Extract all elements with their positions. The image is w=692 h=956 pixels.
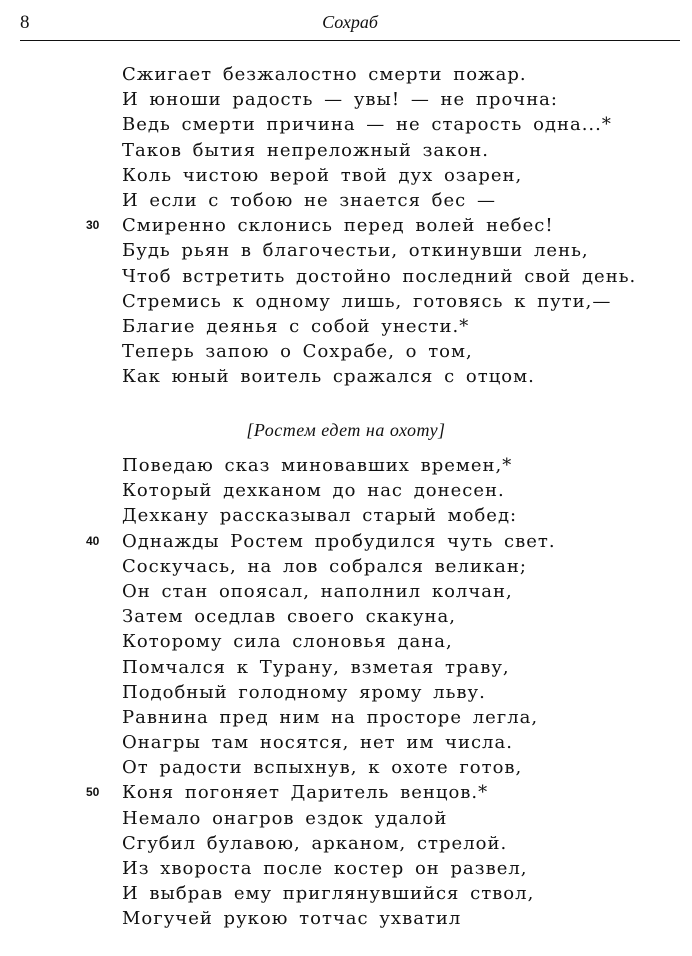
verse-text: Помчался к Турану, взметая траву, <box>122 656 510 678</box>
verse-text: Из хвороста после костер он развел, <box>122 858 528 879</box>
verse-text: И выбрав ему приглянувшийся ствол, <box>122 883 535 905</box>
verse-text: Коня погоняет Даритель венцов.* <box>122 782 489 804</box>
verse-line <box>0 705 692 730</box>
verse-text: От радости вспыхнув, к охоте готов, <box>122 757 523 779</box>
verse-line <box>0 529 692 554</box>
verse-line <box>0 806 692 831</box>
page-header <box>20 6 680 41</box>
verse-text: Затем оседлав своего скакуна, <box>122 606 457 628</box>
verse-line <box>0 478 692 503</box>
running-title: Сохраб <box>322 12 378 32</box>
verse-text: Дехкану рассказывал старый мобед: <box>122 505 518 527</box>
verse-line <box>0 503 692 528</box>
verse-line <box>0 856 692 881</box>
verse-line <box>0 906 692 931</box>
line-number: 40 <box>86 533 100 548</box>
stanza-1 <box>0 62 692 389</box>
section-heading: [Ростем едет на охоту] <box>246 420 446 440</box>
verse-line <box>0 680 692 705</box>
verse-line <box>0 755 692 780</box>
verse-line <box>0 213 692 238</box>
verse-text: Сгубил булавою, арканом, стрелой. <box>122 832 508 854</box>
page-number: 8 <box>20 12 30 33</box>
verse-line <box>0 62 692 87</box>
verse-line <box>0 604 692 629</box>
verse-text: Будь рьян в благочестьи, откинувши лень, <box>122 240 589 262</box>
verse-line <box>0 655 692 680</box>
verse-text: Он стан опоясал, наполнил колчан, <box>122 580 513 602</box>
line-number: 30 <box>86 218 100 233</box>
verse-text: Коль чистою верой твой дух озарен, <box>122 164 523 186</box>
verse-text: Могучей рукою тотчас ухватил <box>122 908 462 930</box>
verse-text: И юноши радость — увы! — не прочна: <box>122 89 558 111</box>
verse-line <box>0 87 692 112</box>
verse-line <box>0 364 692 389</box>
verse-text: Ведь смерти причина — не старость одна...* <box>122 114 612 136</box>
verse-line <box>0 163 692 188</box>
verse-line <box>0 289 692 314</box>
verse-text: Равнина пред ним на просторе легла, <box>122 706 539 728</box>
verse-line <box>0 780 692 805</box>
verse-text: Чтоб встретить достойно последний свой день. <box>122 265 637 287</box>
verse-text: Благие деянья с собой унести.* <box>122 315 470 337</box>
verse-text: Стремись к одному лишь, готовясь к пути,— <box>122 290 612 312</box>
verse-text: Подобный голодному ярому льву. <box>122 681 486 703</box>
verse-text: Таков бытия непреложный закон. <box>122 139 489 161</box>
verse-line <box>0 881 692 906</box>
verse-line <box>0 138 692 163</box>
verse-line <box>0 453 692 478</box>
verse-line <box>0 339 692 364</box>
verse-text: И если с тобою не знается бес — <box>122 189 496 211</box>
verse-line <box>0 629 692 654</box>
verse-line <box>0 112 692 137</box>
verse-line <box>0 730 692 755</box>
verse-text: Однажды Ростем пробудился чуть свет. <box>122 530 556 552</box>
verse-text: Соскучась, на лов собрался великан; <box>122 555 527 577</box>
verse-text: Как юный воитель сражался с отцом. <box>122 366 535 388</box>
verse-text: Смиренно склонись перед волей небес! <box>122 215 554 237</box>
verse-text: Сжигает безжалостно смерти пожар. <box>122 64 527 85</box>
verse-line <box>0 264 692 289</box>
verse-text: Поведаю сказ миновавших времен,* <box>122 455 513 476</box>
verse-text: Онагры там носятся, нет им числа. <box>122 732 513 754</box>
line-number: 50 <box>86 785 100 800</box>
verse-line <box>0 554 692 579</box>
verse-text: Теперь запою о Сохрабе, о том, <box>122 341 473 363</box>
verse-line <box>0 579 692 604</box>
stanza-2 <box>0 453 692 932</box>
verse-line <box>0 238 692 263</box>
verse-text: Немало онагров ездок удалой <box>122 807 448 829</box>
verse-line <box>0 831 692 856</box>
verse-text: Который дехканом до нас донесен. <box>122 480 505 502</box>
verse-line <box>0 314 692 339</box>
verse-text: Которому сила слоновья дана, <box>122 631 453 653</box>
verse-line <box>0 188 692 213</box>
